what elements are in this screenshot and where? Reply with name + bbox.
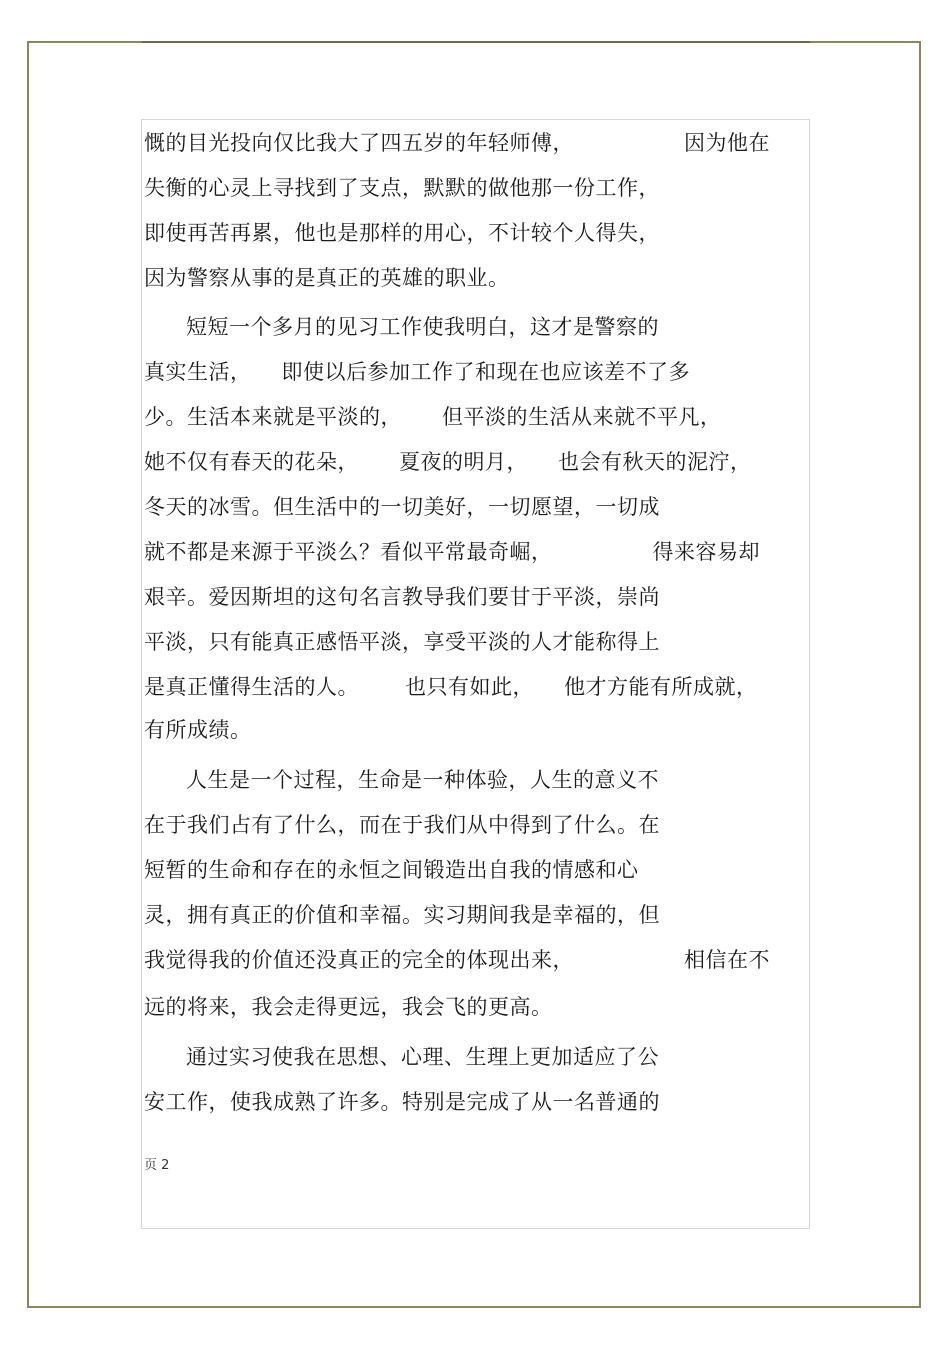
text-segment: 平淡，只有能真正感悟平淡，享受平淡的人才能称得上: [144, 630, 660, 654]
text-segment: 也只有如此，: [405, 675, 534, 699]
text-segment: 冬天的冰雪。但生活中的一切美好，一切愿望，一切成: [144, 495, 660, 519]
text-line: [144, 857, 639, 883]
text-segment: 安工作，使我成熟了许多。特别是完成了从一名普通的: [144, 1090, 660, 1114]
text-line: [144, 404, 722, 430]
text-line: [144, 1089, 660, 1115]
text-segment: 即使再苦再累，他也是那样的用心，不计较个人得失，: [144, 221, 660, 245]
text-segment: 真实生活，: [144, 360, 252, 384]
text-segment: 艰辛。爱因斯坦的这句名言教导我们要甘于平淡，崇尚: [144, 585, 660, 609]
text-line: [186, 314, 659, 340]
text-segment: 夏夜的明月，: [399, 450, 528, 474]
text-line: [144, 220, 660, 246]
text-segment: 短短一个多月的见习工作使我明白，这才是警察的: [186, 315, 659, 339]
text-segment: 远的将来，我会走得更远，我会飞的更高。: [144, 995, 553, 1019]
text-line: [144, 674, 758, 700]
text-segment: 慨的目光投向仅比我大了四五岁的年轻师傅，: [144, 131, 574, 155]
text-segment: 因为他在: [684, 131, 770, 155]
text-segment: 他才方能有所成就，: [564, 675, 758, 699]
text-segment: 得来容易却: [652, 540, 760, 564]
text-line: [144, 717, 252, 743]
text-segment: 人生是一个过程，生命是一种体验，人生的意义不: [186, 768, 659, 792]
text-line: [144, 265, 510, 291]
text-segment: 但平淡的生活从来就不平凡，: [442, 405, 722, 429]
text-segment: 有所成绩。: [144, 718, 252, 742]
text-line: [144, 994, 553, 1020]
text-segment: 也会有秋天的泥泞，: [558, 450, 752, 474]
text-segment: 失衡的心灵上寻找到了支点，默默的做他那一份工作，: [144, 176, 660, 200]
text-segment: 灵，拥有真正的价值和幸福。实习期间我是幸福的，但: [144, 903, 660, 927]
text-segment: 通过实习使我在思想、心理、生理上更加适应了公: [186, 1045, 659, 1069]
text-line: [144, 584, 660, 610]
text-line: [144, 629, 660, 655]
text-line: [144, 947, 770, 973]
text-line: [186, 767, 659, 793]
text-segment: 少。生活本来就是平淡的，: [144, 405, 402, 429]
text-line: [144, 130, 770, 156]
text-line: [144, 494, 660, 520]
text-line: [144, 359, 690, 385]
text-segment: 因为警察从事的是真正的英雄的职业。: [144, 266, 510, 290]
text-segment: 就不都是来源于平淡么？看似平常最奇崛，: [144, 540, 553, 564]
text-line: [144, 902, 660, 928]
text-segment: 相信在不: [684, 948, 770, 972]
text-segment: 短暂的生命和存在的永恒之间锻造出自我的情感和心: [144, 858, 639, 882]
text-segment: 是真正懂得生活的人。: [144, 675, 359, 699]
text-segment: 我觉得我的价值还没真正的完全的体现出来，: [144, 948, 574, 972]
text-segment: 她不仅有春天的花朵，: [144, 450, 359, 474]
text-segment: 即使以后参加工作了和现在也应该差不了多: [281, 360, 690, 384]
text-line: [144, 175, 660, 201]
text-line: [144, 812, 660, 838]
page-number: 页 2: [144, 1158, 170, 1173]
text-line: [144, 539, 760, 565]
text-line: [186, 1044, 659, 1070]
text-segment: 在于我们占有了什么，而在于我们从中得到了什么。在: [144, 813, 660, 837]
text-line: [144, 449, 752, 475]
header-rule: [142, 41, 810, 43]
